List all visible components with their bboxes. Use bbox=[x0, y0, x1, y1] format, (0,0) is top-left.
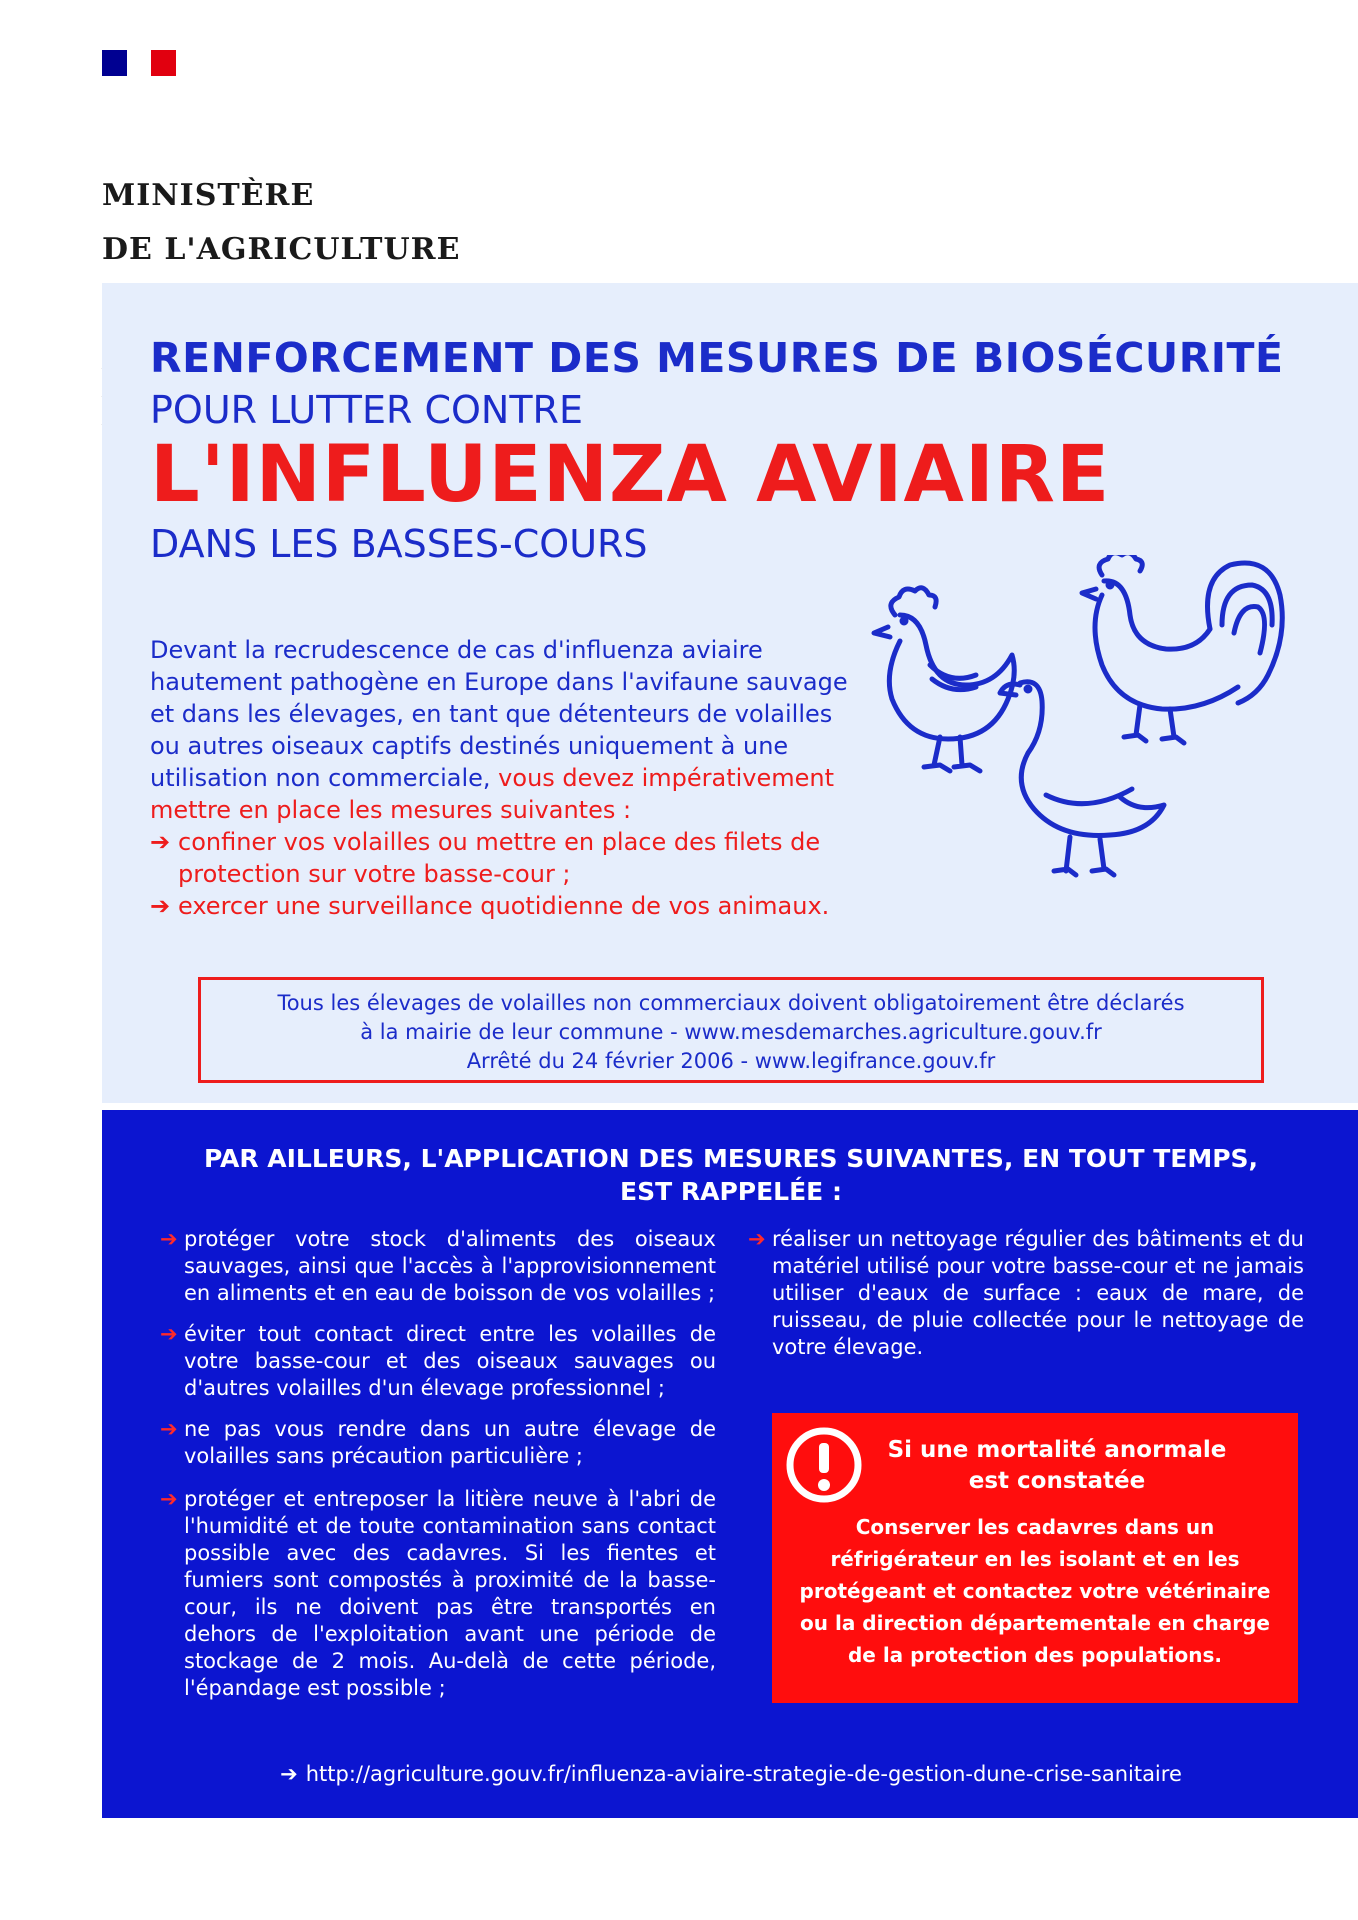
flag-blue bbox=[102, 50, 127, 76]
arrow-icon: ➔ bbox=[150, 828, 171, 856]
arrow-icon: ➔ bbox=[160, 1322, 178, 1346]
intro-red-text: vous devez impérativement mettre en place les mesures suivantes : bbox=[150, 764, 835, 824]
poultry-illustration bbox=[870, 555, 1300, 885]
intro-item-text: confiner vos volailles ou mettre en place des filets de protection sur votre basse-cour ; bbox=[178, 828, 821, 888]
headline-basses-cours: DANS LES BASSES-COURS bbox=[150, 522, 648, 566]
alert-body: Conserver les cadavres dans un réfrigérateur en les isolant et en les protégeant et contactez votre vétérinaire ou la direction départementale en charge de la protection des populations. bbox=[799, 1515, 1271, 1667]
arrow-icon: ➔ bbox=[150, 892, 171, 920]
measure-text: protéger et entreposer la litière neuve à l'abri de l'humidité et de toute contamination sans contact possible avec des cadavres. Si les fientes et fumiers sont compostés à proximité de la basse-cour, ils ne doivent pas être transportés en dehors de l'exploitation avant une période de stockage de 2 mois. Au-delà de cette période, l'épandage est possible ; bbox=[184, 1487, 716, 1700]
ministry-line-1: MINISTÈRE bbox=[102, 178, 315, 213]
measure-item-nettoyage bbox=[748, 1226, 1304, 1361]
rappel-title-line-1: PAR AILLEURS, L'APPLICATION DES MESURES SUIVANTES, EN TOUT TEMPS, bbox=[203, 1144, 1259, 1173]
measure-text: protéger votre stock d'aliments des oiseaux sauvages, ainsi que l'accès à l'approvisionnement en aliments et en eau de boisson de vos volailles ; bbox=[184, 1227, 716, 1305]
arrow-icon: ➔ bbox=[748, 1227, 766, 1251]
measure-text: réaliser un nettoyage régulier des bâtiments et du matériel utilisé pour votre basse-cour et ne jamais utiliser d'eaux de surface : eaux de mare, de ruisseau, de pluie collectée pour le nettoyage de votre élevage. bbox=[772, 1227, 1304, 1359]
measure-item-contact bbox=[160, 1321, 716, 1402]
mortality-alert bbox=[772, 1413, 1298, 1703]
arrow-icon: ➔ bbox=[160, 1417, 178, 1441]
intro-text bbox=[150, 634, 850, 922]
flag-white bbox=[127, 50, 152, 76]
hen-icon bbox=[874, 588, 1014, 771]
rappel-title bbox=[150, 1142, 1312, 1208]
notice-line-2: à la mairie de leur commune - www.mesdemarches.agriculture.gouv.fr bbox=[360, 1020, 1102, 1044]
notice-line-3: Arrêté du 24 février 2006 - www.legifrance.gouv.fr bbox=[466, 1049, 996, 1073]
intro-item-confine bbox=[150, 826, 850, 890]
declaration-notice bbox=[198, 977, 1264, 1083]
intro-item-text: exercer une surveillance quotidienne de vos animaux. bbox=[178, 892, 830, 920]
measure-item-litiere bbox=[160, 1486, 716, 1702]
notice-line-1: Tous les élevages de volailles non commerciaux doivent obligatoirement être déclarés bbox=[277, 991, 1185, 1015]
intro-item-surveillance bbox=[150, 890, 850, 922]
arrow-icon: ➔ bbox=[160, 1227, 178, 1251]
measure-text: éviter tout contact direct entre les volailles de votre basse-cour et des oiseaux sauvages ou d'autres volailles d'un élevage professionnel ; bbox=[184, 1322, 716, 1400]
alert-title bbox=[872, 1435, 1242, 1497]
rappel-title-line-2: EST RAPPELÉE : bbox=[620, 1177, 842, 1206]
headline-influenza: L'INFLUENZA AVIAIRE bbox=[150, 430, 1111, 520]
french-flag-icon bbox=[102, 50, 176, 76]
measure-item-stock bbox=[160, 1226, 716, 1307]
ministry-line-2: DE L'AGRICULTURE bbox=[102, 232, 461, 267]
headline-pour-lutter: POUR LUTTER CONTRE bbox=[150, 388, 583, 432]
alert-title-line-1: Si une mortalité anormale bbox=[887, 1437, 1227, 1463]
influenza-strategy-link[interactable]: http://agriculture.gouv.fr/influenza-aviaire-strategie-de-gestion-dune-crise-sanitaire bbox=[305, 1762, 1182, 1786]
measure-item-elevage bbox=[160, 1416, 716, 1470]
flag-red bbox=[151, 50, 176, 76]
headline-biosecurity: RENFORCEMENT DES MESURES DE BIOSÉCURITÉ bbox=[150, 334, 1284, 382]
exclamation-icon bbox=[784, 1425, 864, 1505]
arrow-icon: ➔ bbox=[160, 1487, 178, 1511]
footer-link-row bbox=[102, 1762, 1358, 1786]
intro-blue-text: Devant la recrudescence de cas d'influenza aviaire hautement pathogène en Europe dans l'avifaune sauvage et dans les élevages, en tant que détenteurs de volailles ou autres oiseaux captifs destinés uniquement à une utilisation non commerciale, bbox=[150, 636, 848, 792]
rooster-icon bbox=[1082, 555, 1282, 743]
alert-title-line-2: est constatée bbox=[968, 1468, 1146, 1494]
measure-text: ne pas vous rendre dans un autre élevage de volailles sans précaution particulière ; bbox=[184, 1417, 716, 1468]
arrow-icon: ➔ bbox=[280, 1762, 298, 1786]
